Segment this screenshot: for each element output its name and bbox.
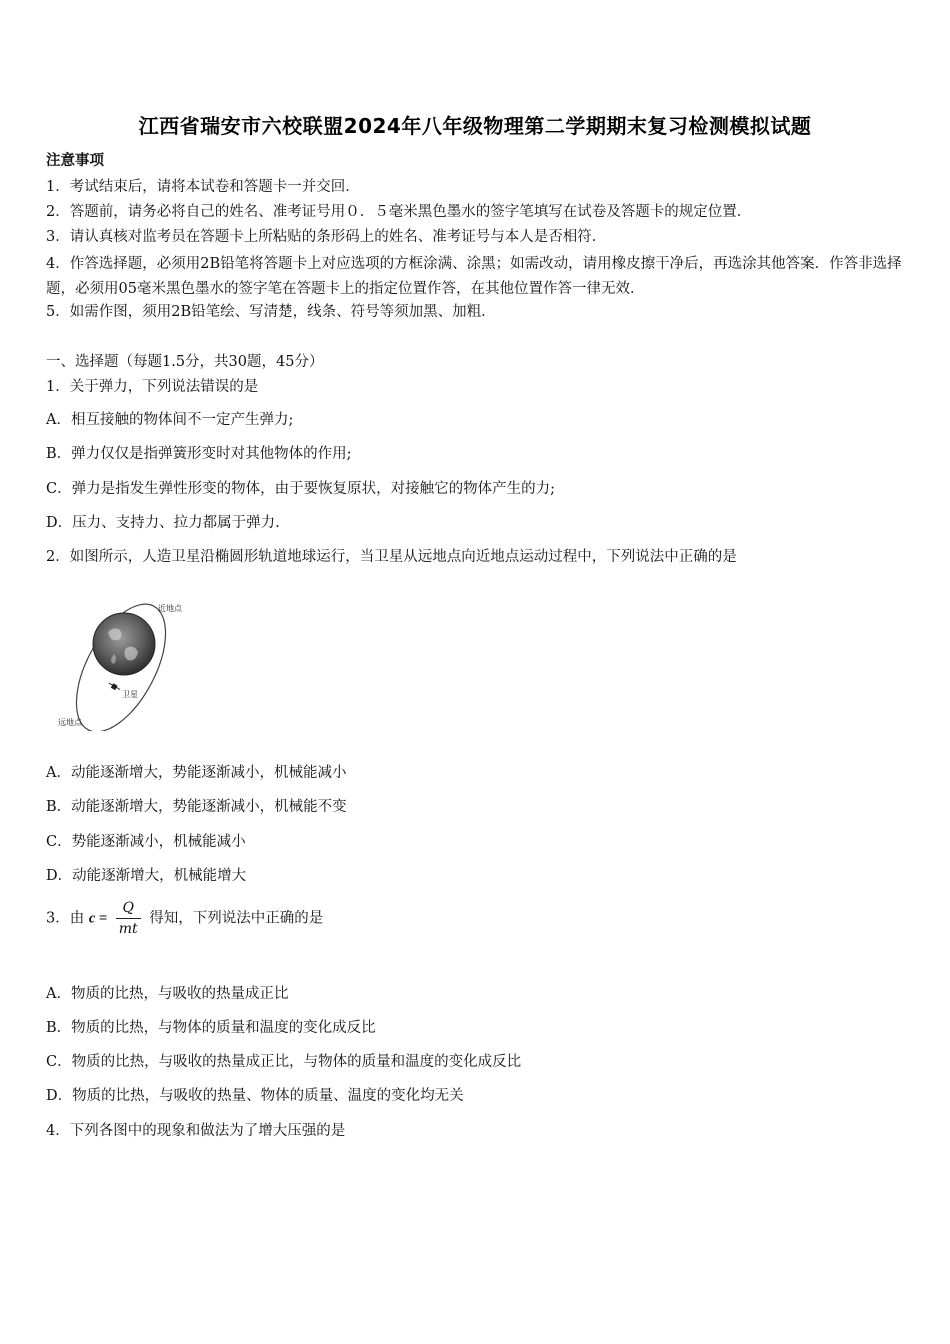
label-apogee: 远地点 [58, 718, 82, 727]
question-1-option-a: A．相互接触的物体间不一定产生弹力; [46, 412, 294, 428]
question-2-option-b: B．动能逐渐增大，势能逐渐减小，机械能不变 [46, 799, 347, 815]
label-satellite: 卫星 [122, 690, 138, 699]
notice-item-3: 3．请认真核对监考员在答题卡上所粘贴的条形码上的姓名、准考证号与本人是否相符． [46, 229, 607, 245]
formula-lhs: c = [88, 910, 108, 927]
notice-item-1: 1．考试结束后，请将本试卷和答题卡一并交回． [46, 179, 360, 195]
earth-icon [93, 613, 155, 675]
formula-fraction [116, 898, 141, 939]
question-2-option-d: D．动能逐渐增大，机械能增大 [46, 868, 247, 884]
question-2-stem: 2．如图所示，人造卫星沿椭圆形轨道地球运行，当卫星从远地点向近地点运动过程中，下列说法中正确的是 [46, 549, 737, 565]
question-1-stem: 1．关于弹力，下列说法错误的是 [46, 379, 259, 395]
question-3-option-d: D．物质的比热，与吸收的热量、物体的质量、温度的变化均无关 [46, 1088, 464, 1104]
question-3-stem [46, 898, 323, 939]
notice-item-5: 5．如需作图，须用2B铅笔绘、写清楚，线条、符号等须加黑、加粗． [46, 304, 496, 320]
question-4-stem: 4．下列各图中的现象和做法为了增大压强的是 [46, 1123, 346, 1139]
page-title: 江西省瑞安市六校联盟2024年八年级物理第二学期期末复习检测模拟试题 [138, 114, 812, 138]
formula-numerator: Q [116, 898, 141, 919]
question-2-option-a: A．动能逐渐增大，势能逐渐减小，机械能减小 [46, 765, 347, 781]
question-3-option-c: C．物质的比热，与吸收的热量成正比，与物体的质量和温度的变化成反比 [46, 1054, 522, 1070]
question-3-suffix: 得知，下列说法中正确的是 [149, 910, 324, 927]
satellite-orbit-figure [56, 596, 206, 731]
notice-heading: 注意事项 [46, 152, 104, 169]
question-1-option-d: D．压力、支持力、拉力都属于弹力. [46, 515, 280, 531]
formula-denominator: mt [118, 921, 138, 937]
notice-item-4: 4．作答选择题，必须用2B铅笔将答题卡上对应选项的方框涂满、涂黑；如需改动，请用橡皮擦干净后，再选涂其他答案．作答非选择题，必须用05毫米黑色墨水的签字笔在答题卡上的指定位置作答，在其他位置作答一律无效． [46, 256, 902, 297]
section-heading: 一、选择题（每题1.5分，共30题，45分） [46, 354, 324, 370]
notice-item-2: 2．答题前，请务必将自己的姓名、准考证号用０．５毫米黑色墨水的签字笔填写在试卷及答题卡的规定位置． [46, 204, 752, 220]
label-perigee: 近地点 [158, 604, 182, 613]
question-3-option-b: B．物质的比热，与物体的质量和温度的变化成反比 [46, 1020, 376, 1036]
question-1-option-b: B．弹力仅仅是指弹簧形变时对其他物体的作用; [46, 446, 352, 462]
question-3-option-a: A．物质的比热，与吸收的热量成正比 [46, 986, 289, 1002]
question-1-option-c: C．弹力是指发生弹性形变的物体，由于要恢复原状，对接触它的物体产生的力; [46, 481, 555, 497]
question-2-option-c: C．势能逐渐减小，机械能减小 [46, 834, 246, 850]
question-3-prefix: 3．由 [46, 910, 85, 927]
